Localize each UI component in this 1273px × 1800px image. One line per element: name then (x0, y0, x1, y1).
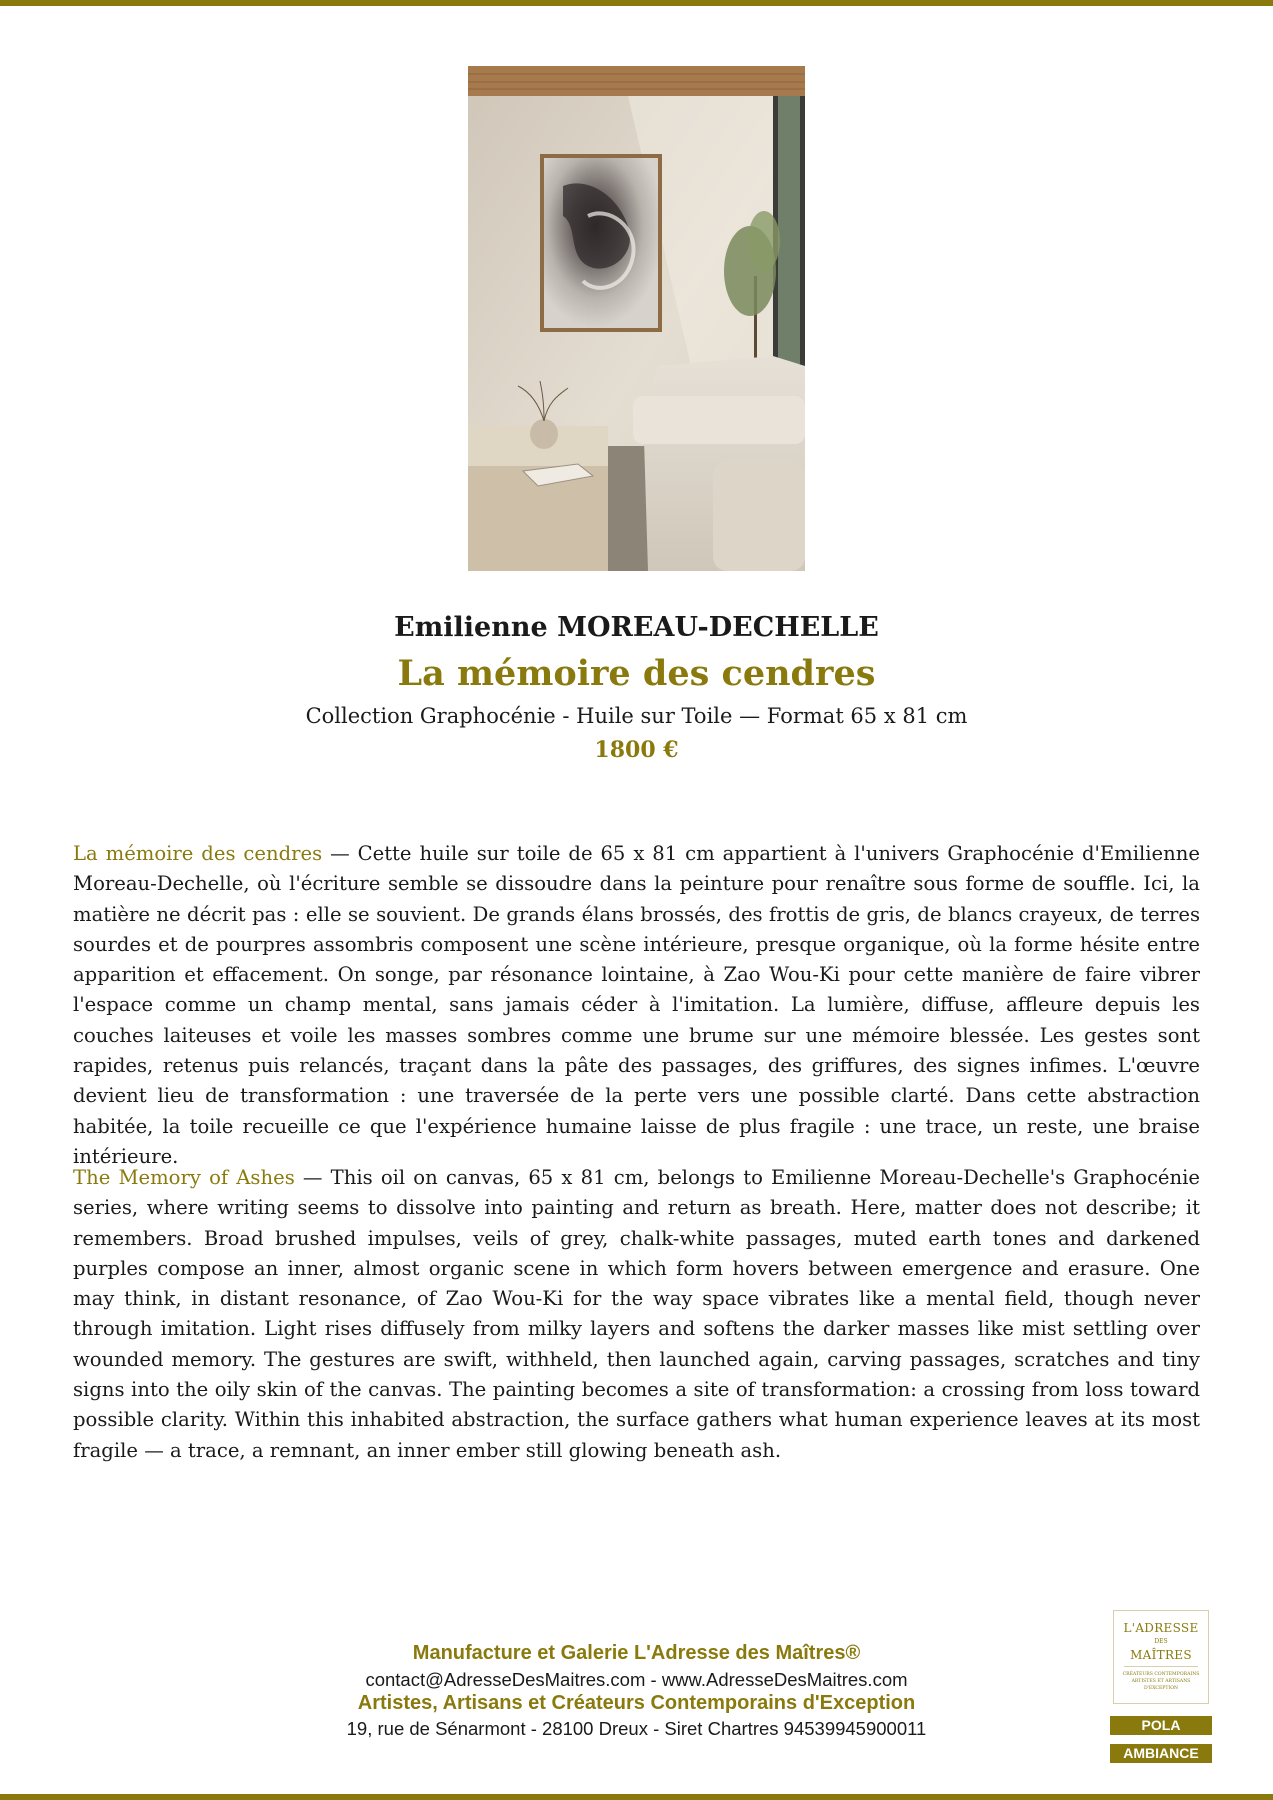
logo-line-3: MAÎTRES (1130, 1648, 1192, 1662)
artist-name: Emilienne MOREAU-DECHELLE (394, 612, 879, 643)
living-room-illustration (468, 66, 805, 571)
footer-address: 19, rue de Sénarmont - 28100 Dreux - Siret Chartres 94539945900011 (346, 1718, 927, 1739)
gallery-logo (1113, 1610, 1209, 1704)
artwork-ambiance-photo (468, 66, 805, 571)
logo-line-1: L'ADRESSE (1123, 1621, 1199, 1635)
description-english (73, 1163, 1200, 1466)
footer-tagline: Artistes, Artisans et Créateurs Contemporains d'Exception (357, 1692, 916, 1714)
logo-line-2: DES (1154, 1638, 1168, 1645)
top-border-bar (0, 0, 1273, 6)
description-french-text: — Cette huile sur toile de 65 x 81 cm appartient à l'univers Graphocénie d'Emilienne Moreau-Dechelle, où l'écriture semble se dissoudre dans la peinture pour renaître sous forme de souffle. Ici, la matière ne décrit pas : elle se souvient. De grands élans brossés, des frottis de gris, de blancs crayeux, de terres sourdes et de pourpres assombris composent une scène intérieure, presque organique, où la forme hésite entre apparition et effacement. On songe, par résonance lointaine, à Zao Wou-Ki pour cette manière de faire vibrer l'espace comme un champ mental, sans jamais céder à l'imitation. La lumière, diffuse, affleure depuis les couches laiteuses et voile les masses sombres comme une brume sur une mémoire blessée. Les gestes sont rapides, retenus puis relancés, traçant dans la pâte des passages, des griffures, des signes infimes. L'œuvre devient lieu de transformation : une traversée de la perte vers une possible clarté. Dans cette abstraction habitée, la toile recueille ce que l'expérience humaine laisse de plus fragile : une trace, un reste, une braise intérieure. (73, 842, 1200, 1168)
logo-subtitle: CRÉATEURS CONTEMPORAINS ARTISTES ET ARTISANS D'EXCEPTION (1122, 1672, 1200, 1691)
artwork-details: Collection Graphocénie - Huile sur Toile — Format 65 x 81 cm (305, 704, 968, 728)
description-french-lead: La mémoire des cendres (73, 842, 323, 865)
footer-gallery-name: Manufacture et Galerie L'Adresse des Maîtres® (412, 1642, 861, 1664)
description-english-lead: The Memory of Ashes (73, 1166, 295, 1189)
artwork-price: 1800 € (594, 737, 679, 763)
description-french (73, 839, 1200, 1172)
description-english-text: — This oil on canvas, 65 x 81 cm, belongs to Emilienne Moreau-Dechelle's Graphocénie series, where writing seems to dissolve into painting and return as breath. Here, matter does not describe; it remembers. Broad brushed impulses, veils of grey, chalk-white passages, muted earth tones and darkened purples compose an inner, almost organic scene in which form hovers between emergence and erasure. One may think, in distant resonance, of Zao Wou-Ki for the way space vibrates like a mental field, though never through imitation. Light rises diffusely from milky layers and softens the darker masses like mist settling over wounded memory. The gestures are swift, withheld, then launched again, carving passages, scratches and tiny signs into the oily skin of the canvas. The painting becomes a site of transformation: a crossing from loss toward possible clarity. Within this inhabited abstraction, the surface gathers what human experience leaves at its most fragile — a trace, a remnant, an inner ember still glowing beneath ash. (73, 1166, 1200, 1462)
logo-divider (1124, 1666, 1198, 1667)
pola-badge: POLA (1110, 1716, 1212, 1735)
artwork-title: La mémoire des cendres (397, 653, 876, 694)
footer-contact: contact@AdresseDesMaitres.com - www.AdresseDesMaitres.com (365, 1669, 908, 1690)
ambiance-badge: AMBIANCE (1110, 1744, 1212, 1763)
bottom-border-bar (0, 1794, 1273, 1800)
